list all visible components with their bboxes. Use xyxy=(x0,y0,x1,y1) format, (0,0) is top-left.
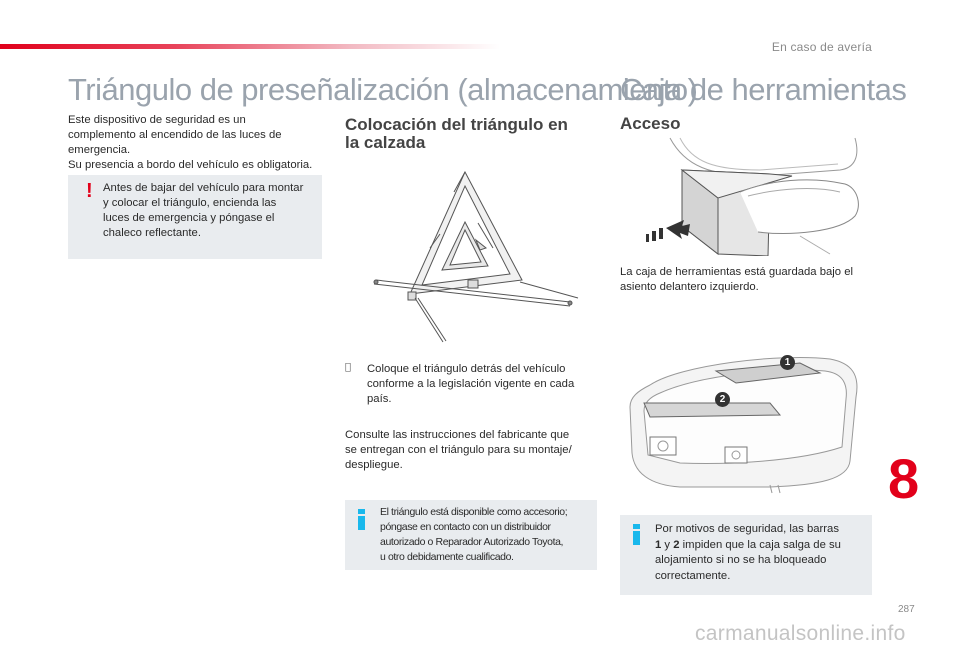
toolbox-drawing xyxy=(620,345,870,495)
consult-line: Consulte las instrucciones del fabricante que xyxy=(345,429,570,441)
info-fragment: y xyxy=(661,538,674,551)
chapter-number: 8 xyxy=(888,447,920,510)
seat-toolbox-illustration xyxy=(640,136,870,256)
info-icon xyxy=(356,509,367,529)
info-line: póngase en contacto con un distribuidor xyxy=(380,521,551,533)
section-title: En caso de avería xyxy=(771,40,872,54)
subheading-access: Acceso xyxy=(620,114,681,133)
warning-text xyxy=(103,181,317,241)
section-heading-toolbox: Caja de herramientas xyxy=(620,72,907,107)
watermark: carmanualsonline.info xyxy=(695,622,906,645)
info-line: Por motivos de seguridad, las barras xyxy=(655,523,839,535)
info-box-safety xyxy=(620,515,872,595)
access-line: La caja de herramientas está guardada bajo el xyxy=(620,266,853,278)
warning-line: Antes de bajar del vehículo para montar xyxy=(103,182,304,194)
callout-1-icon: 1 xyxy=(780,355,795,370)
warning-icon: ! xyxy=(86,180,93,202)
info-line xyxy=(655,538,867,554)
heading-line: la calzada xyxy=(345,133,426,152)
info-line: u otro debidamente cualificado. xyxy=(380,551,514,563)
heading-line: Colocación del triángulo en xyxy=(345,115,568,134)
intro-line: emergencia. xyxy=(68,144,131,156)
page-number: 287 xyxy=(898,604,915,615)
info-box-accessory xyxy=(345,500,597,570)
consult-line: se entregan con el triángulo para su montaje/ xyxy=(345,444,572,456)
info-line: autorizado o Reparador Autorizado Toyota, xyxy=(380,536,564,548)
warning-triangle-illustration xyxy=(370,168,580,348)
warning-box xyxy=(68,175,322,259)
info-line: El triángulo está disponible como accesorio; xyxy=(380,506,568,518)
bar-2-ref: 2 xyxy=(673,538,680,551)
warning-line: luces de emergencia y póngase el xyxy=(103,212,275,224)
header-accent-bar xyxy=(0,44,500,49)
bullet-line: conforme a la legislación vigente en cada xyxy=(367,378,575,390)
consult-paragraph xyxy=(345,428,605,473)
intro-line: Su presencia a bordo del vehículo es obligatoria. xyxy=(68,159,313,171)
callout-2-icon: 2 xyxy=(715,392,730,407)
access-paragraph xyxy=(620,265,880,295)
warning-line: chaleco reflectante. xyxy=(103,227,201,239)
intro-line: Este dispositivo de seguridad es un xyxy=(68,114,246,126)
info-text xyxy=(380,505,595,565)
bar-1-ref: 1 xyxy=(655,538,662,551)
bullet-line: país. xyxy=(367,393,392,405)
info-text xyxy=(655,522,867,584)
bullet-icon xyxy=(345,362,351,373)
intro-paragraph xyxy=(68,113,328,173)
access-line: asiento delantero izquierdo. xyxy=(620,281,759,293)
info-fragment: impiden que la caja salga de su xyxy=(679,538,841,551)
toolbox-bars-illustration xyxy=(620,345,870,495)
info-line: correctamente. xyxy=(655,569,731,582)
page-title: Triángulo de preseñalización (almacenamiento) xyxy=(68,72,698,107)
heading-triangle-placement xyxy=(345,116,568,152)
warning-line: y colocar el triángulo, encienda las xyxy=(103,197,277,209)
bullet-line: Coloque el triángulo detrás del vehículo xyxy=(367,363,566,375)
consult-line: despliegue. xyxy=(345,459,403,471)
intro-line: complemento al encendido de las luces de xyxy=(68,129,282,141)
info-line: alojamiento si no se ha bloqueado xyxy=(655,554,827,566)
info-icon xyxy=(631,524,642,544)
